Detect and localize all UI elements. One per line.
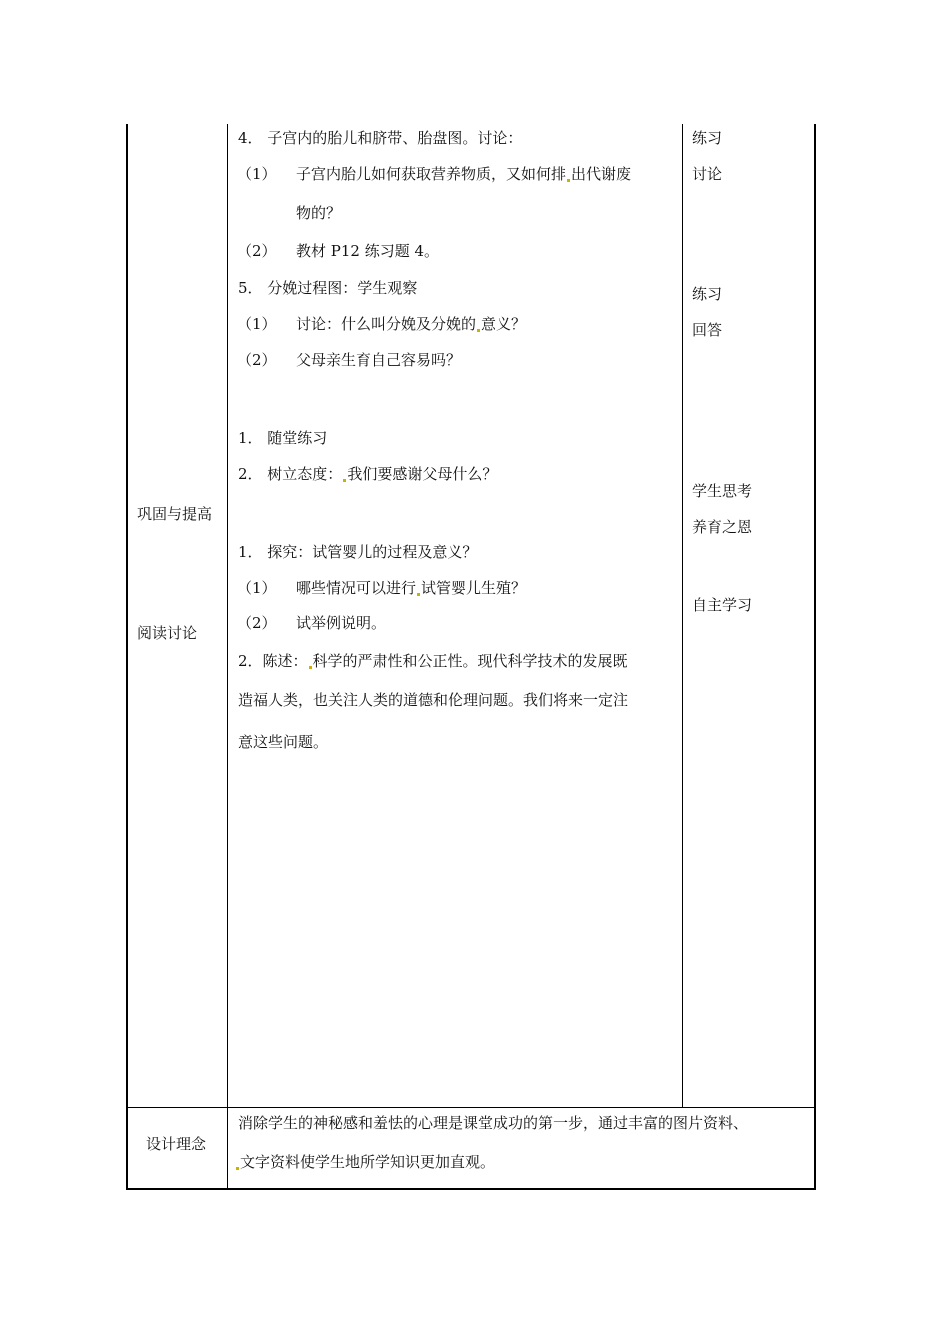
table-border-right	[814, 124, 816, 1190]
item5-q2-text: 父母亲生育自己容易吗？	[296, 351, 462, 369]
item5-q1-text: 讨论：什么叫分娩及分娩的 意义？	[296, 315, 527, 333]
reading-item-2-line3: 意这些问题。	[238, 733, 329, 751]
design-line-1: 消除学生的神秘感和羞怯的心理是课堂成功的第一步，通过丰富的图片资料、	[238, 1114, 749, 1132]
note-answer: 回答	[692, 321, 723, 339]
item4-q2-number: （2）	[237, 242, 277, 260]
column-divider-1	[227, 124, 228, 1190]
reading-q2-text: 试举例说明。	[296, 614, 387, 632]
table-border-bottom	[126, 1188, 816, 1190]
design-label: 设计理念	[146, 1135, 207, 1153]
row-divider	[126, 1107, 816, 1108]
label-reading: 阅读讨论	[137, 624, 198, 642]
reading-q2-number: （2）	[237, 614, 277, 632]
item5-title: 5． 分娩过程图：学生观察	[238, 279, 418, 297]
design-line-2: 文字资料使学生地所学知识更加直观。	[235, 1152, 495, 1172]
table-border-left	[126, 124, 128, 1190]
reading-item-2-line2: 造福人类，也关注人类的道德和伦理问题。我们将来一定注	[238, 691, 629, 709]
item4-title: 4． 子宫内的胎儿和脐带、胎盘图。讨论：	[238, 129, 523, 147]
item5-q1-number: （1）	[237, 315, 277, 333]
reading-q1-text: 哪些情况可以进行 试管婴儿生殖？	[296, 579, 527, 597]
note-discuss: 讨论	[692, 165, 723, 183]
consolidate-item-1: 1． 随堂练习	[238, 429, 328, 447]
item4-q1-text: 子宫内胎儿如何获取营养物质，又如何排 出代谢废	[296, 165, 632, 183]
note-practice-1: 练习	[692, 129, 723, 147]
reading-item-2: 2．陈述： 科学的严肃性和公正性。现代科学技术的发展既	[238, 652, 628, 670]
note-nurture: 养育之恩	[692, 518, 753, 536]
note-self-study: 自主学习	[692, 596, 753, 614]
note-student-think: 学生思考	[692, 482, 753, 500]
item5-q2-number: （2）	[237, 351, 277, 369]
consolidate-item-2: 2． 树立态度： 我们要感谢父母什么？	[238, 465, 498, 483]
item4-q1-number: （1）	[237, 165, 277, 183]
reading-item-1: 1． 探究：试管婴儿的过程及意义？	[238, 543, 478, 561]
note-practice-2: 练习	[692, 285, 723, 303]
label-consolidate: 巩固与提高	[137, 505, 213, 523]
item4-q1-continuation: 物的？	[296, 204, 342, 222]
reading-q1-number: （1）	[237, 579, 277, 597]
column-divider-2	[682, 124, 683, 1107]
item4-q2-text: 教材 P12 练习题 4。	[296, 242, 440, 260]
